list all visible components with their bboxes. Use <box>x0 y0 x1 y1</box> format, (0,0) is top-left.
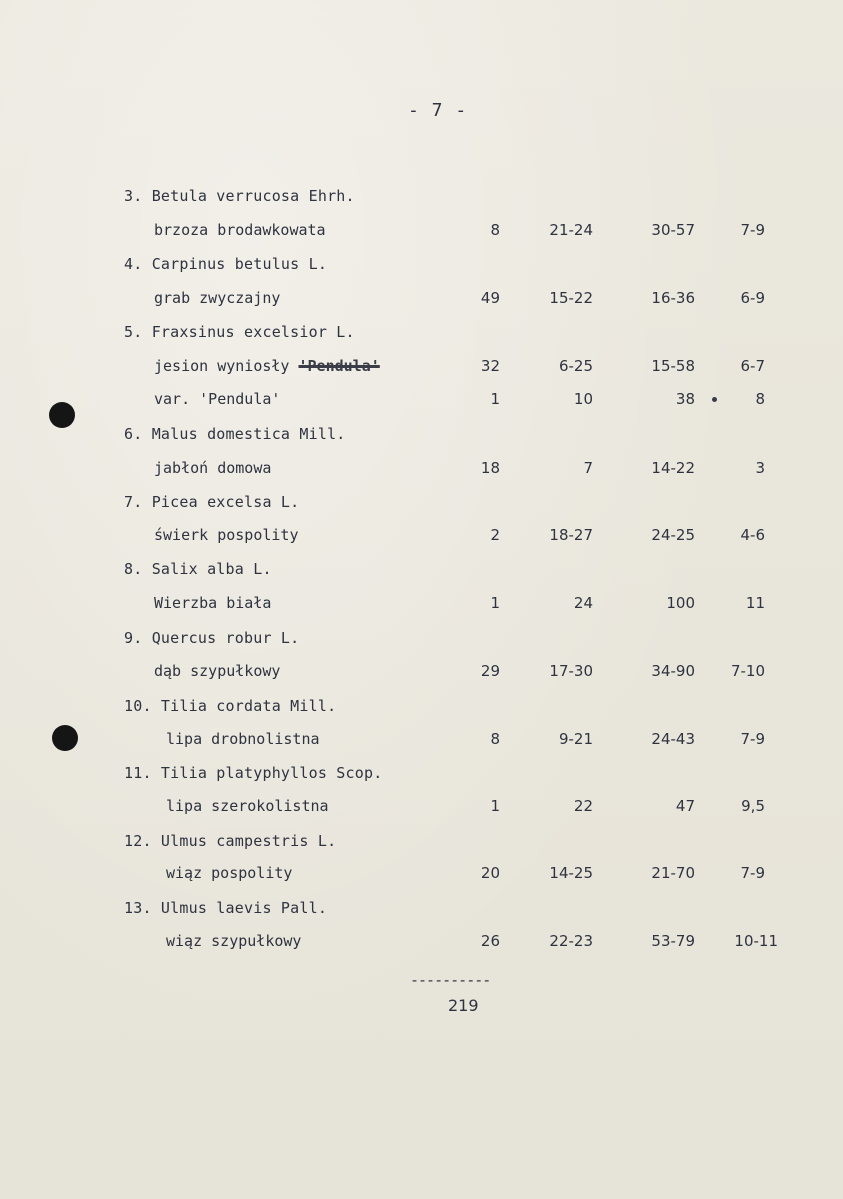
species-common-name: brzoza brodawkowata <box>154 221 326 239</box>
variety-name: var. 'Pendula' <box>154 390 281 408</box>
species-common-name: Wierzba biała <box>154 594 272 612</box>
range-cell-2: 30-57 <box>651 221 695 239</box>
range-cell-1: 24 <box>573 594 593 612</box>
page-number: - 7 - <box>408 100 468 121</box>
range-cell-2: 15-58 <box>651 357 695 375</box>
range-cell-1: 18-27 <box>549 526 593 544</box>
species-common-name: wiąz pospolity <box>166 864 293 882</box>
range-cell-2: 14-22 <box>651 459 695 477</box>
count-cell: 8 <box>490 221 500 239</box>
range-cell-2: 34-90 <box>651 662 695 680</box>
range-cell-1: 6-25 <box>558 357 593 375</box>
data-row <box>0 218 843 242</box>
range-cell-3: 10-11 <box>734 932 778 950</box>
count-cell: 1 <box>490 594 500 612</box>
data-row <box>0 523 843 547</box>
data-row <box>0 387 843 411</box>
species-latin-name: 3. Betula verrucosa Ehrh. <box>124 187 355 205</box>
range-cell-3: 7-9 <box>740 221 765 239</box>
count-cell: 49 <box>480 289 500 307</box>
species-row <box>0 829 843 853</box>
species-common-name: świerk pospolity <box>154 526 299 544</box>
species-row <box>0 320 843 344</box>
data-row <box>0 286 843 310</box>
struck-out-text: 'Pendula' <box>298 357 380 375</box>
species-common-name <box>154 354 380 378</box>
species-common-name: wiąz szypułkowy <box>166 932 302 950</box>
range-cell-1: 22 <box>573 797 593 815</box>
species-row <box>0 490 843 514</box>
species-common-name: jabłoń domowa <box>154 459 272 477</box>
data-row <box>0 659 843 683</box>
data-row <box>0 354 843 378</box>
data-row <box>0 929 843 953</box>
range-cell-2: 24-25 <box>651 526 695 544</box>
species-row <box>0 694 843 718</box>
range-cell-2: 53-79 <box>651 932 695 950</box>
species-row <box>0 422 843 446</box>
species-latin-name: 5. Fraxsinus excelsior L. <box>124 323 355 341</box>
footer-number: 219 <box>448 996 479 1015</box>
range-cell-2: 100 <box>666 594 695 612</box>
species-latin-name: 6. Malus domestica Mill. <box>124 425 346 443</box>
range-cell-3: 6-9 <box>740 289 765 307</box>
range-cell-1: 17-30 <box>549 662 593 680</box>
species-row <box>0 626 843 650</box>
range-cell-3: 7-10 <box>730 662 765 680</box>
data-row <box>0 456 843 480</box>
count-cell: 2 <box>490 526 500 544</box>
species-common-name: lipa drobnolistna <box>166 730 320 748</box>
range-cell-1: 10 <box>573 390 593 408</box>
range-cell-1: 14-25 <box>549 864 593 882</box>
range-cell-1: 22-23 <box>549 932 593 950</box>
count-cell: 18 <box>480 459 500 477</box>
range-cell-3: 9,5 <box>741 797 765 815</box>
range-cell-3: 8 <box>755 390 765 408</box>
range-cell-1: 9-21 <box>558 730 593 748</box>
count-cell: 8 <box>490 730 500 748</box>
species-latin-name: 4. Carpinus betulus L. <box>124 255 328 273</box>
range-cell-1: 21-24 <box>549 221 593 239</box>
count-cell: 1 <box>490 797 500 815</box>
species-row <box>0 896 843 920</box>
count-cell: 1 <box>490 390 500 408</box>
species-common-name: lipa szerokolistna <box>166 797 329 815</box>
range-cell-3: 6-7 <box>740 357 765 375</box>
species-row <box>0 252 843 276</box>
count-cell: 29 <box>480 662 500 680</box>
count-cell: 32 <box>480 357 500 375</box>
range-cell-2: 16-36 <box>651 289 695 307</box>
count-cell: 20 <box>480 864 500 882</box>
range-cell-1: 7 <box>583 459 593 477</box>
species-latin-name: 10. Tilia cordata Mill. <box>124 697 337 715</box>
species-common-name-text: jesion wyniosły <box>154 357 290 375</box>
count-cell: 26 <box>480 932 500 950</box>
divider-line: ---------- <box>410 971 491 989</box>
species-latin-name: 8. Salix alba L. <box>124 560 272 578</box>
range-cell-2: 24-43 <box>651 730 695 748</box>
range-cell-3: 7-9 <box>740 730 765 748</box>
species-common-name: grab zwyczajny <box>154 289 281 307</box>
species-common-name: dąb szypułkowy <box>154 662 281 680</box>
species-latin-name: 13. Ulmus laevis Pall. <box>124 899 328 917</box>
species-row <box>0 184 843 208</box>
species-latin-name: 12. Ulmus campestris L. <box>124 832 337 850</box>
species-row <box>0 761 843 785</box>
data-row <box>0 794 843 818</box>
range-cell-3: 4-6 <box>740 526 765 544</box>
data-row <box>0 727 843 751</box>
species-latin-name: 11. Tilia platyphyllos Scop. <box>124 764 383 782</box>
range-cell-1: 15-22 <box>549 289 593 307</box>
species-latin-name: 9. Quercus robur L. <box>124 629 300 647</box>
data-row <box>0 861 843 885</box>
species-row <box>0 557 843 581</box>
species-latin-name: 7. Picea excelsa L. <box>124 493 300 511</box>
data-row <box>0 591 843 615</box>
range-cell-3: 7-9 <box>740 864 765 882</box>
range-cell-2: 47 <box>675 797 695 815</box>
range-cell-2: 38 <box>675 390 695 408</box>
range-cell-2: 21-70 <box>651 864 695 882</box>
range-cell-3: 3 <box>755 459 765 477</box>
range-cell-3: 11 <box>745 594 765 612</box>
